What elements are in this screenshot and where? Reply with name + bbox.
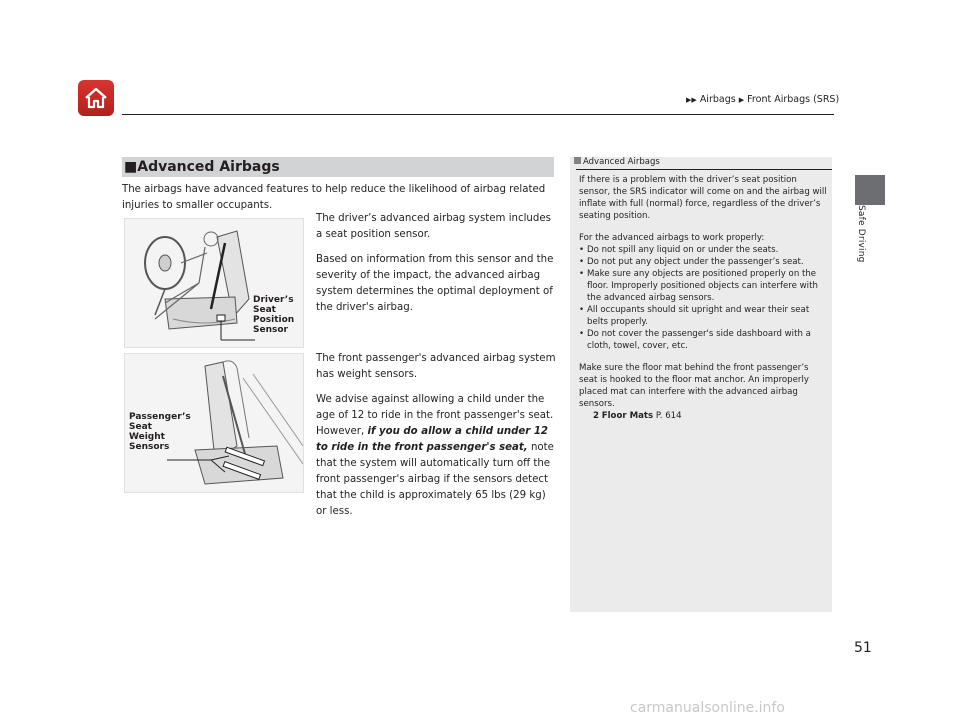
xref-page: P. 614 xyxy=(655,411,682,421)
breadcrumb xyxy=(686,94,839,105)
note-paragraph-3: Make sure the floor mat behind the front passenger’s seat is hooked to the floor mat anchor. An improperly placed mat can interfere with the advanced airbag sensors. xyxy=(579,363,809,409)
list-item: • Make sure any objects are positioned properly on the floor. Improperly positioned objects can interfere with the advanced airbag sensors. xyxy=(579,268,829,304)
passenger-seat-illustration xyxy=(124,353,304,493)
label-line: Weight xyxy=(129,432,165,442)
label-line: Seat xyxy=(129,422,152,432)
watermark: carmanualsonline.info xyxy=(630,700,785,716)
home-icon xyxy=(83,85,109,111)
side-note-body xyxy=(579,174,829,422)
list-item: • Do not cover the passenger's side dashboard with a cloth, towel, cover, etc. xyxy=(579,328,829,352)
driver-seat-illustration xyxy=(124,218,304,348)
breadcrumb-item-airbags[interactable]: Airbags xyxy=(699,94,736,105)
driver-paragraph-1: The driver’s advanced airbag system includes a seat position sensor. xyxy=(316,213,551,240)
note-paragraph-1: If there is a problem with the driver’s seat position sensor, the SRS indicator will come on and the airbag will inflate with full (normal) force, regardless of the driver’s seating position. xyxy=(579,175,827,221)
chapter-tab[interactable] xyxy=(855,175,885,205)
section-title-text: Advanced Airbags xyxy=(137,159,280,175)
passenger-text-c: note that the system will automatically turn off the front passenger's airbag if the sensors detect that the child is approximately 65 lbs (29 kg) or less. xyxy=(316,442,554,517)
note-paragraph-2: For the advanced airbags to work properly: xyxy=(579,233,765,243)
section-marker: ■ xyxy=(124,159,138,175)
list-item: • All occupants should sit upright and wear their seat belts properly. xyxy=(579,304,829,328)
side-note-heading xyxy=(574,157,660,167)
breadcrumb-item-front-airbags[interactable]: Front Airbags (SRS) xyxy=(747,94,840,105)
side-note-rule xyxy=(576,169,832,170)
label-line: Sensors xyxy=(129,442,170,452)
passenger-sensor-label xyxy=(129,412,191,452)
floor-mats-link[interactable] xyxy=(593,410,829,422)
note-marker-icon xyxy=(574,157,581,164)
page-number: 51 xyxy=(854,640,872,656)
note-bullet-list xyxy=(579,244,829,352)
driver-sensor-label xyxy=(253,295,294,335)
xref-title: Floor Mats xyxy=(601,411,654,421)
xref-icon: 2 xyxy=(593,411,599,421)
chapter-label: Safe Driving xyxy=(856,205,866,263)
label-line: Driver’s xyxy=(253,295,294,305)
side-note-title: Advanced Airbags xyxy=(583,157,660,167)
home-button[interactable] xyxy=(78,80,114,116)
passenger-text-a: We advise against allowing a child under the age of 12 to ride in the front passenger's seat. However, xyxy=(316,394,554,437)
driver-paragraph-2: Based on information from this sensor and the severity of the impact, the advanced airbag system determines the optimal deployment of the driver's airbag. xyxy=(316,254,554,313)
breadcrumb-arrow-icon: ▶▶ xyxy=(686,96,697,104)
passenger-text xyxy=(316,351,556,529)
label-line: Sensor xyxy=(253,325,288,335)
list-item: • Do not put any object under the passenger’s seat. xyxy=(579,256,829,268)
header-rule xyxy=(122,114,834,115)
passenger-paragraph-2 xyxy=(316,392,556,520)
section-title xyxy=(124,157,280,177)
driver-text xyxy=(316,211,556,325)
label-line: Position xyxy=(253,315,295,325)
intro-paragraph: The airbags have advanced features to help reduce the likelihood of airbag related injuries to smaller occupants. xyxy=(122,184,546,211)
label-line: Passenger’s xyxy=(129,412,191,422)
breadcrumb-arrow-icon: ▶ xyxy=(738,96,745,104)
passenger-warning-emphasis: if you do allow a child under 12 to ride in the front passenger's seat, xyxy=(316,426,549,453)
list-item: • Do not spill any liquid on or under the seats. xyxy=(579,244,829,256)
passenger-paragraph-1: The front passenger's advanced airbag system has weight sensors. xyxy=(316,353,556,380)
label-line: Seat xyxy=(253,305,276,315)
